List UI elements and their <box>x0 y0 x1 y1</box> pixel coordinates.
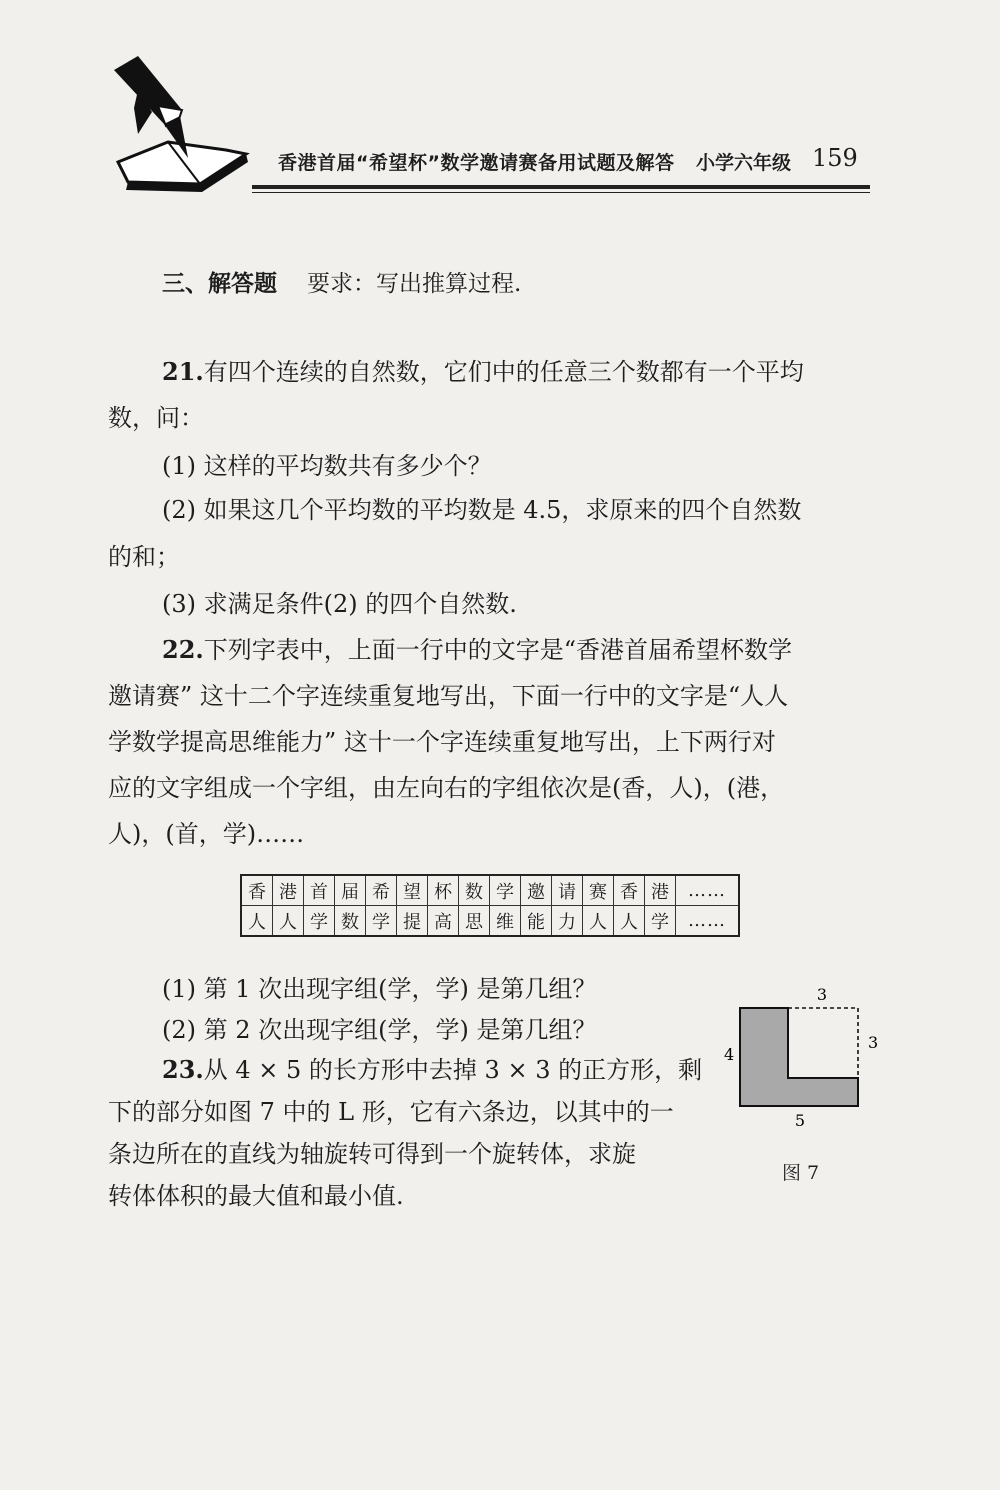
table-cell: 学 <box>490 875 521 906</box>
table-cell: 杯 <box>428 875 459 906</box>
table-cell: 港 <box>645 875 676 906</box>
table-cell: 香 <box>241 875 273 906</box>
table-cell: 思 <box>459 906 490 937</box>
character-table <box>240 874 740 937</box>
table-cell: 邀 <box>521 875 552 906</box>
table-cell: 力 <box>552 906 583 937</box>
table-cell: 希 <box>366 875 397 906</box>
section-heading <box>162 265 521 298</box>
table-cell: 人 <box>583 906 614 937</box>
table-row-bottom <box>241 906 739 937</box>
table-cell-ellipsis: …… <box>676 906 740 937</box>
q21-part2-line2: 的和； <box>108 543 180 571</box>
section-requirement: 要求：写出推算过程. <box>307 271 522 297</box>
header-rule-thin <box>252 192 870 193</box>
table-cell: 赛 <box>583 875 614 906</box>
q22-part1: (1) 第 1 次出现字组(学，学) 是第几组？ <box>162 975 597 1003</box>
table-cell: 能 <box>521 906 552 937</box>
table-cell: 届 <box>335 875 366 906</box>
table-cell: 请 <box>552 875 583 906</box>
q23-number: 23. <box>162 1055 204 1084</box>
table-cell: 提 <box>397 906 428 937</box>
q22-line2: 邀请赛” 这十二个字连续重复地写出，下面一行中的文字是“人人 <box>108 682 789 710</box>
table-cell-ellipsis: …… <box>676 875 740 906</box>
q23-line1 <box>162 1055 703 1084</box>
table-cell: 维 <box>490 906 521 937</box>
page-number: 159 <box>812 144 858 172</box>
q22-line1 <box>162 635 793 664</box>
table-cell: 学 <box>366 906 397 937</box>
table-cell: 人 <box>273 906 304 937</box>
label-right: 3 <box>868 1033 879 1052</box>
q22-line4: 应的文字组成一个字组，由左向右的字组依次是(香，人)，(港， <box>108 774 785 802</box>
table-cell: 数 <box>459 875 490 906</box>
table-cell: 学 <box>645 906 676 937</box>
table-cell: 香 <box>614 875 645 906</box>
q21-part2-line1: (2) 如果这几个平均数的平均数是 4.5，求原来的四个自然数 <box>162 496 802 524</box>
q22-number: 22. <box>162 635 204 664</box>
l-shape <box>740 1008 858 1106</box>
q23-line3: 条边所在的直线为轴旋转可得到一个旋转体，求旋 <box>108 1140 636 1168</box>
label-top: 3 <box>816 985 828 1004</box>
q22-line5: 人)，(首，学)…… <box>108 820 305 848</box>
label-bottom: 5 <box>794 1111 806 1130</box>
q22-text-1: 下列字表中，上面一行中的文字是“香港首届希望杯数学 <box>203 636 793 664</box>
removed-square-outline <box>788 1008 858 1078</box>
table-cell: 人 <box>614 906 645 937</box>
table-cell: 数 <box>335 906 366 937</box>
q21-part3: (3) 求满足条件(2) 的四个自然数. <box>162 590 517 618</box>
pen-and-book-icon <box>108 50 253 200</box>
table-cell: 港 <box>273 875 304 906</box>
table-row-top <box>241 875 739 906</box>
q23-text-1: 从 4 × 5 的长方形中去掉 3 × 3 的正方形，剩 <box>203 1056 703 1084</box>
table-cell: 高 <box>428 906 459 937</box>
figure-caption: 图 7 <box>782 1162 820 1184</box>
q21-number: 21. <box>162 357 204 386</box>
q21-part1: (1) 这样的平均数共有多少个？ <box>162 452 492 480</box>
q21-line2: 数，问： <box>108 404 204 432</box>
section-title: 三、解答题 <box>162 271 277 297</box>
header-rule-thick <box>252 185 870 189</box>
table-cell: 首 <box>304 875 335 906</box>
q22-line3: 学数学提高思维能力” 这十一个字连续重复地写出，上下两行对 <box>108 728 776 756</box>
table-cell: 学 <box>304 906 335 937</box>
table-cell: 人 <box>241 906 273 937</box>
l-shape-figure <box>718 984 888 1134</box>
q21-line1 <box>162 357 804 386</box>
q23-line4: 转体体积的最大值和最小值. <box>108 1182 404 1210</box>
q23-line2: 下的部分如图 7 中的 L 形，它有六条边，以其中的一 <box>108 1098 674 1126</box>
header-title: 香港首届“希望杯”数学邀请赛备用试题及解答 <box>278 152 675 174</box>
q21-text-1: 有四个连续的自然数，它们中的任意三个数都有一个平均 <box>203 358 804 386</box>
header-grade: 小学六年级 <box>696 152 792 174</box>
table-cell: 望 <box>397 875 428 906</box>
q22-part2: (2) 第 2 次出现字组(学，学) 是第几组？ <box>162 1016 597 1044</box>
label-left: 4 <box>724 1045 735 1064</box>
